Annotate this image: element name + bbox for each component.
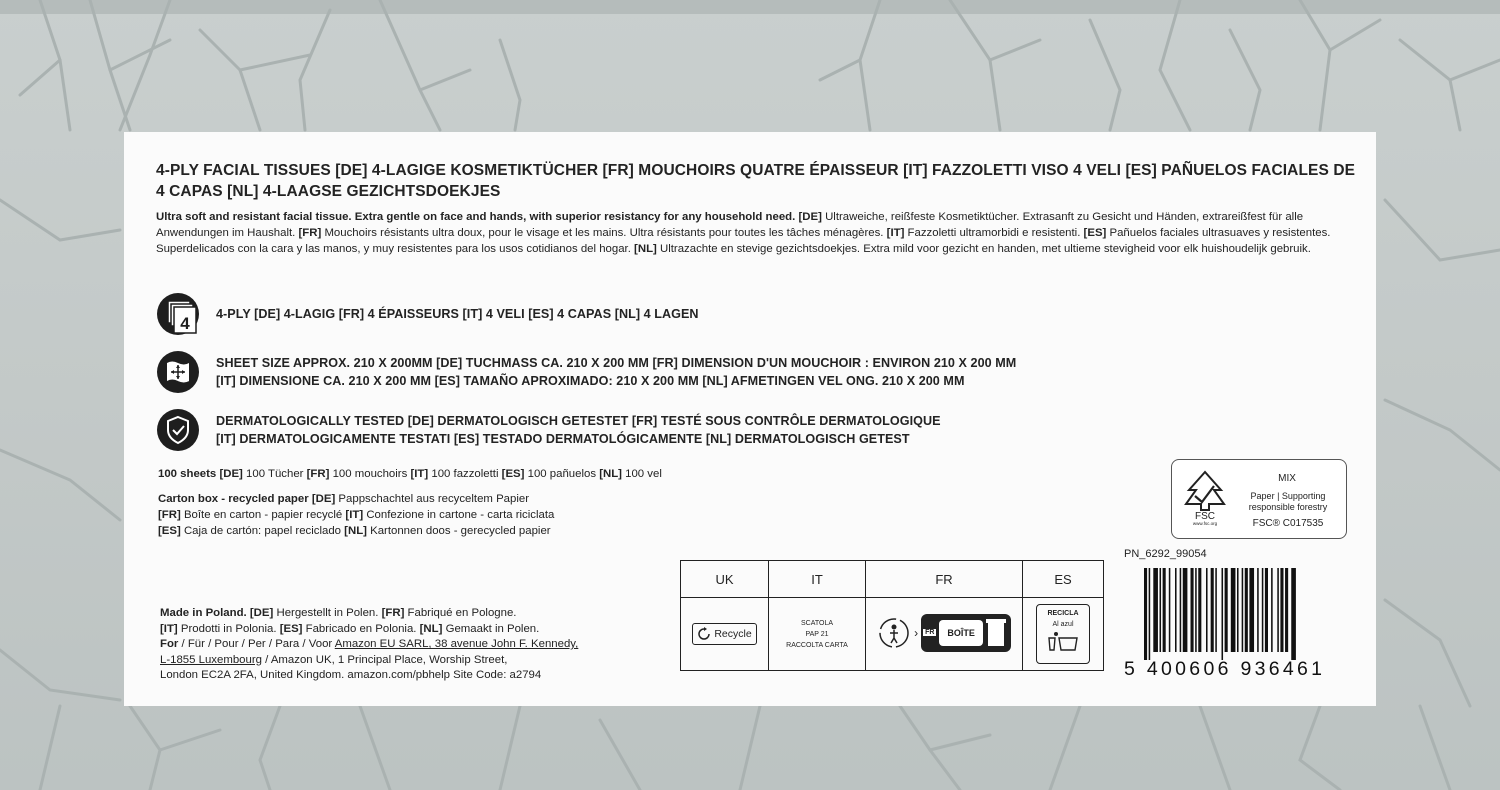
fr-tag: FR	[925, 629, 935, 636]
sheets-en: 100 sheets	[158, 468, 217, 480]
recycling-table	[680, 560, 1104, 671]
feature-ply-text: 4-PLY [DE] 4-LAGIG [FR] 4 ÉPAISSEURS [IT] 4 VELI [ES] 4 CAPAS [NL] 4 LAGEN	[216, 307, 699, 321]
made-fr: Fabriqué en Pologne.	[407, 607, 517, 619]
barcode-bar	[1277, 568, 1279, 652]
for-label: For	[160, 638, 179, 650]
desc-de-tag: [DE]	[798, 211, 822, 223]
barcode-bar	[1206, 568, 1208, 652]
desc-it-tag: [IT]	[886, 227, 905, 240]
barcode-bar	[1191, 568, 1194, 652]
ply-count: 4	[180, 314, 190, 333]
carton-it-tag: [IT]	[345, 509, 364, 522]
barcode-bar	[1249, 568, 1254, 652]
recycling-header-es: ES	[1023, 561, 1104, 598]
recycling-header-it: IT	[769, 561, 866, 598]
it-line-3: RACCOLTA CARTA	[786, 641, 848, 649]
feature-size-line-2: [IT] DIMENSIONE CA. 210 X 200 MM [ES] TAMAÑO APROXIMADO: 210 X 200 MM [NL] AFMETINGEN VEL ONG. 210 X 200 MM	[216, 374, 965, 388]
carton-es: Caja de cartón: papel reciclado	[183, 525, 341, 538]
part-number: PN_6292_99054	[1124, 548, 1207, 560]
sheets-fr-tag: [FR]	[306, 468, 330, 480]
barcode-bars	[1140, 568, 1340, 660]
desc-it: Fazzoletti ultramorbidi e resistenti.	[907, 227, 1081, 240]
carton-de-tag: [DE]	[311, 493, 336, 505]
made-it-tag: [IT]	[160, 622, 178, 635]
info-panel	[124, 132, 1376, 706]
feature-sheet-size	[156, 350, 1016, 394]
barcode-bar	[1180, 568, 1182, 652]
recycle-arrow-icon	[697, 627, 711, 641]
barcode-bar	[1222, 568, 1224, 660]
recycling-fr-cell	[866, 598, 1023, 671]
shield-check-icon	[156, 408, 200, 452]
feature-size-line-1: SHEET SIZE APPROX. 210 X 200MM [DE] TUCHMASS CA. 210 X 200 MM [FR] DIMENSION D'UN MOUCHOIR : ENVIRON 210 X 200 MM	[216, 356, 1017, 370]
made-nl-tag: [NL]	[419, 622, 443, 635]
barcode-bar	[1144, 568, 1147, 660]
carton-en: Carton box - recycled paper	[158, 493, 309, 505]
recycling-header-uk: UK	[681, 561, 769, 598]
desc-fr-tag: [FR]	[298, 227, 322, 240]
barcode-bar	[1149, 568, 1151, 660]
recycle-label: Recycle	[714, 627, 752, 640]
fr-arrow-icon: ›	[914, 625, 919, 640]
carton-de: Pappschachtel aus recyceltem Papier	[338, 493, 529, 505]
es-bin-icon	[1045, 630, 1081, 652]
fr-info-badge	[921, 614, 1011, 652]
barcode-bar	[1153, 568, 1158, 652]
barcode-bar	[1215, 568, 1217, 652]
carton-nl-tag: [NL]	[344, 525, 367, 538]
barcode-bar	[1280, 568, 1283, 652]
barcode-bar	[1265, 568, 1268, 652]
address-eu-line-1: Amazon EU SARL, 38 avenue John F. Kennedy,	[334, 638, 579, 650]
feature-derm-line-1: DERMATOLOGICALLY TESTED [DE] DERMATOLOGISCH GETESTET [FR] TESTÉ SOUS CONTRÔLE DERMATOLOGIQUE	[216, 414, 941, 428]
made-es-tag: [ES]	[279, 622, 303, 635]
barcode-bar	[1285, 568, 1288, 652]
made-de-tag: [DE]	[249, 607, 274, 619]
barcode-bar	[1211, 568, 1214, 652]
feature-ply	[156, 292, 699, 336]
fsc-url: www.fsc.org	[1192, 521, 1218, 526]
feature-derm-line-2: [IT] DERMATOLOGICAMENTE TESTATI [ES] TESTADO DERMATOLÓGICAMENTE [NL] DERMATOLOGISCH GETEST	[216, 432, 910, 446]
fsc-logo-text: FSC	[1195, 511, 1215, 522]
it-line-1: SCATOLA	[800, 619, 834, 627]
desc-nl: Ultrazachte en stevige gezichtsdoekjes. Extra mild voor gezicht en handen, met ultieme stevigheid voor elk huishoudelijk gebruik.	[660, 243, 1311, 256]
barcode-bar	[1257, 568, 1259, 652]
sheet-size-icon	[156, 350, 200, 394]
barcode-bar	[1195, 568, 1197, 652]
carton-it: Confezione in cartone - carta riciclata	[366, 509, 555, 522]
carton-material	[158, 491, 554, 540]
product-description	[156, 209, 1356, 258]
sheets-it-tag: [IT]	[410, 468, 429, 480]
made-nl: Gemaakt in Polen.	[445, 622, 540, 635]
made-de: Hergestellt in Polen.	[276, 607, 379, 619]
es-line-1: RECICLA	[1047, 610, 1079, 617]
sheets-es-tag: [ES]	[501, 468, 525, 480]
manufacturer-info	[160, 606, 578, 684]
fsc-code: FSC® C017535	[1252, 518, 1324, 529]
barcode-bar	[1183, 568, 1188, 652]
made-es: Fabricado en Polonia.	[305, 622, 417, 635]
barcode-bar	[1225, 568, 1228, 652]
four-ply-icon	[156, 292, 200, 336]
it-line-2: PAP 21	[805, 630, 829, 638]
carton-fr-tag: [FR]	[158, 509, 181, 522]
barcode-bar	[1169, 568, 1171, 652]
feature-dermatological	[156, 408, 941, 452]
sheets-es: 100 pañuelos	[527, 468, 597, 480]
fsc-tree-icon	[1180, 466, 1230, 526]
barcode-bar	[1175, 568, 1177, 652]
desc-es: Pañuelos faciales ultrasuaves y resistentes. Superdelicados con la cara y las manos, y muy resistentes para los usos cotidianos del hogar.	[156, 227, 1331, 256]
sheets-fr: 100 mouchoirs	[332, 468, 408, 480]
barcode-bar	[1262, 568, 1264, 652]
desc-es-tag: [ES]	[1083, 227, 1107, 240]
barcode-digits: 5 400606 936461	[1124, 658, 1326, 680]
made-en: Made in Poland.	[160, 607, 247, 619]
address-uk-line-2: London EC2A 2FA, United Kingdom. amazon.com/pbhelp Site Code: a2794	[160, 669, 542, 681]
desc-lead: Ultra soft and resistant facial tissue. Extra gentle on face and hands, with superior resistancy for any household need.	[156, 211, 796, 223]
address-uk-line-1: / Amazon UK, 1 Principal Place, Worship Street,	[261, 653, 508, 666]
recycle-badge	[692, 623, 756, 645]
barcode-bar	[1160, 568, 1162, 652]
recycling-header-fr: FR	[866, 561, 1023, 598]
recycling-it-cell	[769, 598, 866, 671]
product-title: 4-PLY FACIAL TISSUES [DE] 4-LAGIGE KOSMETIKTÜCHER [FR] MOUCHOIRS QUATRE ÉPAISSEUR [IT] FAZZOLETTI VISO 4 VELI [ES] PAÑUELOS FACIALES DE 4 CAPAS [NL] 4-LAAGSE GEZICHTSDOEKJES	[156, 162, 1356, 200]
sheets-de: 100 Tücher	[246, 468, 304, 480]
made-it: Prodotti in Polonia.	[180, 622, 277, 635]
recycling-uk-cell	[681, 598, 769, 671]
carton-es-tag: [ES]	[158, 525, 181, 538]
fr-box-label: BOÎTE	[939, 620, 983, 646]
desc-fr: Mouchoirs résistants ultra doux, pour le visage et les mains. Ultra résistants pour toutes les tâches ménagères.	[324, 227, 884, 240]
fsc-label	[1171, 459, 1347, 539]
barcode-bar	[1163, 568, 1166, 652]
barcode-bar	[1245, 568, 1248, 652]
barcode-bar	[1271, 568, 1273, 652]
recycling-es-cell	[1023, 598, 1104, 671]
barcode-bar	[1291, 568, 1296, 660]
bin-icon	[983, 616, 1009, 650]
triman-icon	[877, 616, 911, 650]
desc-nl-tag: [NL]	[634, 243, 657, 256]
barcode-bar	[1198, 568, 1201, 652]
sheet-count	[158, 468, 662, 480]
es-line-2: Al azul	[1052, 621, 1074, 628]
sheets-nl-tag: [NL]	[599, 468, 622, 480]
barcode-bar	[1242, 568, 1244, 652]
desc-de: Ultraweiche, reißfeste Kosmetiktücher. Extrasanft zu Gesicht und Händen, extrareißfest für alle Anwendungen im Haushalt.	[156, 211, 1304, 240]
address-eu-line-2: L-1855 Luxembourg	[160, 653, 262, 666]
fsc-mix: MIX	[1278, 473, 1296, 484]
for-rest: / Für / Pour / Per / Para / Voor	[178, 638, 335, 650]
sheets-it: 100 fazzoletti	[431, 468, 499, 480]
made-fr-tag: [FR]	[381, 607, 405, 619]
fsc-subtitle: Paper | Supporting responsible forestry	[1248, 491, 1328, 512]
es-recycle-box	[1036, 604, 1090, 664]
sheets-nl: 100 vel	[625, 468, 662, 480]
sheets-de-tag: [DE]	[219, 468, 243, 480]
carton-fr: Boîte en carton - papier recyclé	[183, 509, 343, 522]
barcode-bar	[1237, 568, 1239, 652]
barcode-bar	[1231, 568, 1236, 652]
carton-nl: Kartonnen doos - gerecycled papier	[370, 525, 551, 538]
